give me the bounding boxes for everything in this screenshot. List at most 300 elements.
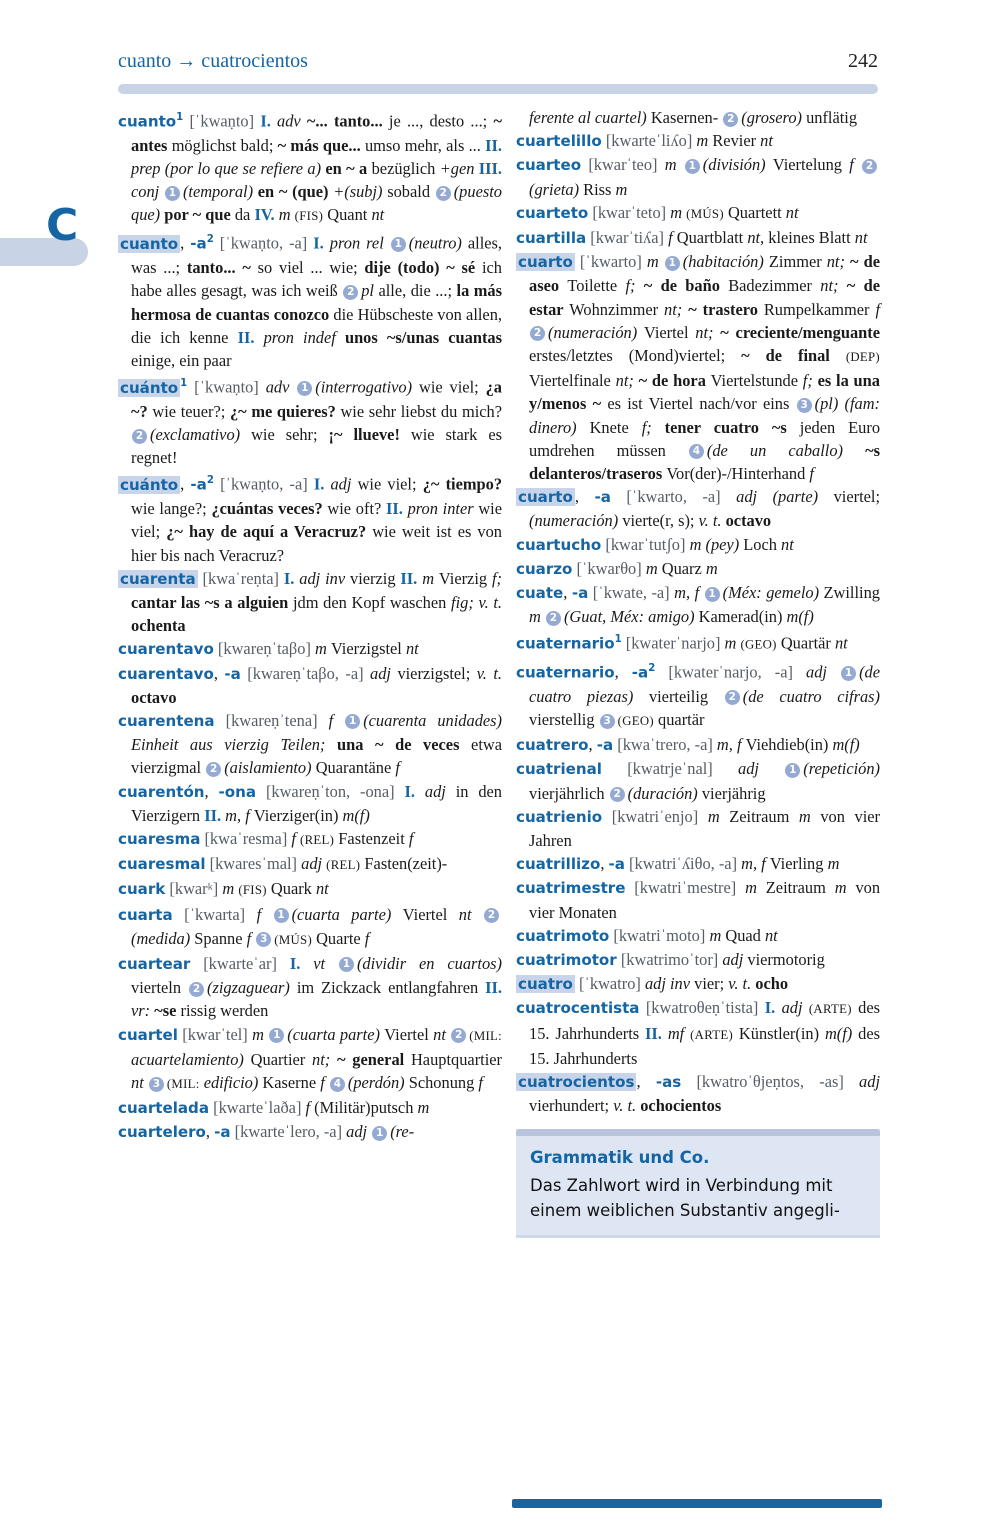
translation-text: des 15. Jahrhunderts: [529, 998, 880, 1043]
translation-text: Riss: [583, 179, 616, 199]
grammar-label: f;: [491, 568, 502, 588]
grammar-label: adj inv: [299, 568, 351, 588]
roman-numeral: IV.: [254, 205, 279, 225]
translation-text: viertel;: [833, 487, 881, 507]
translation-text: die Hübscheste von allen, die ich kenne: [131, 304, 502, 347]
headword: cuatrocentista: [516, 999, 640, 1018]
headword: cuartucho: [516, 535, 602, 554]
roman-numeral: I.: [289, 953, 314, 973]
translation-text: Viertelstunde: [710, 371, 803, 391]
sense-number-badge: 1: [785, 763, 800, 778]
grammar-label: (perdón): [347, 1073, 409, 1092]
grammar-label: (medida): [131, 928, 195, 948]
translation-text: ,: [600, 854, 609, 874]
headword: -ona: [218, 782, 257, 801]
headword: -a: [608, 855, 625, 874]
grammar-label: (cuarta parte): [287, 1024, 385, 1044]
dictionary-entry-cuatrocientos-as: [516, 1070, 880, 1117]
example-phrase: ~se: [154, 1001, 181, 1021]
homograph-number: 1: [180, 378, 188, 390]
phonetic-transcription: [ˈkwaṇto]: [187, 377, 266, 397]
phonetic-transcription: [kwarteˈliʎo]: [601, 131, 697, 151]
headword-highlighted: cuarenta: [120, 569, 196, 588]
phonetic-transcription: [kwatroθeṇˈtista]: [639, 998, 765, 1018]
translation-text: Vor(der)-/Hinterhand: [666, 464, 810, 484]
grammar-label: adj inv: [644, 974, 695, 994]
headword-highlighted: cuatro: [518, 975, 573, 994]
headword: cuark: [118, 880, 166, 899]
grammar-label: m: [278, 205, 295, 225]
headword: cuatrienal: [516, 760, 602, 779]
letter-tab-label: C: [46, 200, 79, 251]
grammar-label: m: [417, 1098, 430, 1118]
phonetic-transcription: [kwarˈtiʎa]: [586, 228, 669, 248]
example-phrase: ~ de baño: [643, 276, 729, 296]
headword-highlighted: cuarto: [518, 488, 573, 507]
translation-text: vierjährlich: [529, 783, 609, 803]
roman-numeral: II.: [485, 135, 502, 155]
grammar-label: nt: [834, 633, 848, 653]
translation-text: Viertelfinale: [529, 371, 616, 391]
phonetic-transcription: [ˈkwaṇto]: [183, 111, 261, 131]
phonetic-transcription: [ˈkwarto, -a]: [610, 487, 737, 507]
headword: cuarteto: [516, 203, 589, 222]
grammar-label: adj: [738, 759, 785, 779]
translation-text: Vierziger(in): [253, 805, 343, 825]
translation-text: vierstellig: [529, 710, 599, 730]
phonetic-transcription: [kwatriˈmestre]: [625, 878, 746, 898]
grammar-label: m: [315, 639, 331, 659]
dictionary-entry-cuarto: [516, 250, 880, 485]
translation-text: Badezimmer: [728, 276, 821, 296]
grammar-label: adj: [301, 854, 327, 874]
column-right-entries: [516, 106, 880, 1117]
field-label: (MÚS): [274, 932, 312, 947]
headword: cuarta: [118, 905, 173, 924]
dictionary-entry-cuartilla: [516, 226, 880, 250]
grammar-label: vr:: [131, 1001, 155, 1021]
sense-number-badge: 1: [269, 1028, 284, 1043]
headword: -as: [655, 1073, 682, 1092]
grammar-label: m: [222, 879, 239, 899]
grammar-label: nt;: [695, 322, 721, 342]
headword: cuaternario: [516, 634, 615, 653]
translation-text: Quark: [266, 879, 316, 899]
example-phrase: ~... tanto...: [306, 111, 389, 131]
translation-text: Viertelung: [772, 155, 850, 175]
translation-text: Kasernen-: [650, 108, 723, 127]
headword: -a: [214, 1123, 231, 1142]
grammar-label: adj: [806, 662, 841, 682]
roman-numeral: I.: [764, 998, 782, 1018]
translation-text: wie sehr;: [251, 425, 329, 445]
translation-text: Zimmer: [768, 252, 827, 272]
example-phrase: es la una y/menos ~: [529, 371, 880, 414]
phonetic-transcription: [kwatroˈθjeṇtos, -as]: [681, 1072, 860, 1092]
translation-text: Quarz: [661, 558, 706, 578]
phonetic-transcription: [kwaˈtrero, -a]: [613, 735, 717, 755]
example-phrase: una ~ de veces: [336, 735, 472, 755]
grammar-label: conj: [131, 182, 164, 202]
example-phrase: ~ general: [337, 1049, 411, 1069]
sense-number-badge: 2: [206, 762, 221, 777]
grammar-label: pron inter: [407, 499, 479, 519]
dictionary-entry-cuatrero-a: [516, 733, 880, 757]
translation-text: Vierzig: [438, 568, 492, 588]
translation-text: sobald: [387, 182, 435, 202]
grammar-label: m(f): [342, 805, 370, 825]
homograph-number: 1: [176, 112, 184, 123]
grammar-label: (numeración): [548, 322, 644, 342]
translation-text: wie sehr liebst du mich?: [340, 401, 503, 421]
dictionary-entry-cuarentavo: [118, 637, 502, 661]
translation-text: ,: [180, 233, 191, 253]
grammar-label: nt: [781, 534, 794, 554]
translation-text: erstes/letztes (Mond)viertel;: [529, 346, 742, 366]
translation-text: alle, die ...;: [378, 281, 457, 301]
phonetic-transcription: [kwarteˈlaða]: [209, 1098, 306, 1118]
phonetic-transcription: [kwarᵏ]: [165, 879, 223, 899]
translation-text: ,: [213, 663, 225, 683]
dictionary-entry-cuarta: [118, 903, 502, 952]
translation-text: des 15. Jahrhunderts: [529, 1023, 881, 1068]
column-left: [118, 106, 502, 1238]
sense-number-badge: 2: [451, 1028, 466, 1043]
dictionary-entry-cuartel: [118, 1023, 502, 1097]
translation-text: wie lange?;: [131, 499, 212, 519]
sense-number-badge: 2: [132, 429, 147, 444]
sense-number-badge: 1: [841, 666, 856, 681]
headword: cuartilla: [516, 229, 587, 248]
dictionary-entry-cuatrillizo-a: [516, 852, 880, 876]
dictionary-entry-cuaresma: [118, 827, 502, 852]
grammar-label: m (pey): [689, 534, 744, 554]
translation-text: ,: [563, 583, 572, 603]
grammar-label: v. t.: [728, 974, 756, 994]
sense-number-badge: 4: [689, 444, 704, 459]
field-label: (MÚS): [686, 206, 724, 221]
headword: cuartelero: [118, 1123, 206, 1142]
sense-number-badge: 1: [345, 714, 360, 729]
grammar-label: (de un caballo): [706, 440, 866, 460]
dictionary-entry-cuartucho: [516, 533, 880, 557]
translation-text: es ist Viertel nach/vor eins: [607, 394, 796, 414]
grammar-label: nt: [854, 228, 868, 248]
grammar-label: adj: [346, 1122, 372, 1142]
translation-text: vier;: [694, 974, 729, 994]
grammar-label: (de cuatro cifras): [742, 686, 880, 706]
dictionary-entry-cuatrienal: [516, 757, 880, 804]
grammar-label: m: [615, 179, 628, 199]
example-phrase: ~ creciente/menguante: [720, 322, 880, 342]
grammar-label: (Guat, Méx: amigo): [563, 607, 699, 627]
translation-text: wie viel;: [418, 377, 486, 397]
grammar-label: v. t.: [698, 511, 726, 531]
roman-numeral: II.: [645, 1023, 668, 1043]
dictionary-entry-cuartear: [118, 952, 502, 1023]
example-phrase: ~ de final: [741, 346, 846, 366]
grammar-label: (dividir en cuartos): [356, 953, 502, 973]
dictionary-entry-cuanto-a-2: [118, 228, 502, 372]
translation-text: vierte(r, s);: [622, 511, 699, 531]
example-phrase: tener cuatro ~s: [664, 417, 800, 437]
field-label: (GEO): [740, 637, 777, 652]
headword: cuarentón: [118, 782, 205, 801]
roman-numeral: II.: [386, 499, 408, 519]
translation-text: viermotorig: [747, 950, 825, 970]
example-phrase: ~ de estar: [529, 276, 880, 319]
grammar-box: [516, 1129, 880, 1238]
grammar-label: pron rel: [329, 233, 390, 253]
example-phrase: por ~ que: [164, 205, 235, 225]
grammar-label: nt,: [747, 228, 769, 248]
translation-text: Quarte: [312, 928, 365, 948]
headword: -a: [596, 736, 614, 755]
grammar-label: (interrogativo): [315, 377, 419, 397]
translation-text: von vier Monaten: [529, 878, 881, 922]
grammar-label: adj: [330, 474, 358, 494]
translation-text: in den Vierzigern: [131, 781, 503, 825]
grammar-label: m, f: [225, 805, 254, 825]
headword-highlighted: cuanto: [120, 234, 179, 253]
grammar-label: m: [724, 633, 741, 653]
grammar-label: f: [328, 710, 345, 730]
example-phrase: ~ trastero: [688, 299, 764, 319]
phonetic-transcription: [kwarˈteto]: [588, 202, 671, 222]
dictionary-entry-cuarto-a: [516, 485, 880, 532]
translation-text: ,: [614, 662, 632, 682]
grammar-label: f: [256, 904, 273, 924]
example-phrase: ~s delanteros/traseros: [529, 440, 881, 484]
translation-text: ich habe alles gesagt, was ich weiß: [131, 258, 502, 301]
grammar-box-content: [516, 1136, 880, 1235]
grammar-label: nt: [433, 1024, 451, 1044]
translation-text: Rumpelkammer: [763, 299, 876, 319]
example-phrase: en ~ (que): [257, 182, 334, 202]
field-label: (ARTE): [808, 1002, 852, 1017]
grammar-label: (re-: [390, 1122, 415, 1142]
dictionary-entry-cuatrienio: [516, 805, 880, 852]
grammar-label: (división): [702, 155, 773, 175]
translation-text: Hauptquartier: [410, 1049, 502, 1069]
translation-text: Viertel: [384, 1024, 434, 1044]
example-phrase: ¿~ me quieres?: [229, 401, 341, 421]
sense-number-badge: 3: [600, 714, 615, 729]
translation-text: (Militär)putsch: [314, 1098, 418, 1118]
headword: cuartel: [118, 1025, 178, 1044]
translation-text: Revier: [712, 131, 761, 151]
grammar-label: f: [395, 758, 400, 778]
headword: cuatrimoto: [516, 926, 610, 945]
grammar-label: m: [646, 252, 664, 272]
grammar-label: nt: [458, 904, 483, 924]
grammar-label: (numeración): [529, 511, 623, 531]
roman-numeral: III.: [478, 158, 503, 178]
sense-number-badge: 1: [297, 381, 312, 396]
grammar-label: vt: [313, 953, 338, 973]
grammar-label: m: [798, 806, 821, 826]
example-phrase: dije (todo) ~ sé: [364, 258, 482, 278]
grammar-label: nt;: [312, 1049, 338, 1069]
phonetic-transcription: [kwatrjeˈnal]: [601, 759, 739, 779]
translation-text: von vier Jahren: [529, 806, 881, 851]
grammar-box-title: Grammatik und Co.: [530, 1148, 710, 1168]
grammar-label: m: [670, 202, 687, 222]
roman-numeral: I.: [260, 111, 278, 131]
translation-text: Quant: [323, 205, 372, 225]
translation-text: möglichst bald;: [171, 135, 278, 155]
translation-text: Quartär: [776, 633, 835, 653]
phonetic-transcription: [ˈkwaṇto, -a]: [213, 233, 314, 253]
translation-text: Zeitraum: [765, 878, 835, 898]
phonetic-transcription: [kwaˈresma]: [200, 828, 292, 848]
example-phrase: cantar las ~s a alguien: [131, 592, 293, 612]
example-phrase: unos ~s/unas cuantas: [344, 327, 503, 347]
translation-text: jdm den Kopf waschen: [292, 592, 452, 612]
grammar-label: (de cuatro piezas): [529, 662, 880, 706]
grammar-label: mf: [667, 1023, 691, 1043]
dictionary-entry-cuanto-int-1: [118, 372, 502, 469]
phonetic-transcription: [kwareṇˈton, -ona]: [256, 781, 405, 801]
phonetic-transcription: [kwarteˈar]: [190, 953, 290, 973]
grammar-label: m: [252, 1024, 269, 1044]
headword: -a: [190, 475, 207, 494]
sense-number-badge: 1: [165, 186, 180, 201]
translation-text: wie viel;: [357, 474, 423, 494]
grammar-label: f: [291, 828, 301, 848]
translation-text: Schonung: [408, 1073, 479, 1092]
dictionary-entry-cuartelada: [118, 1096, 502, 1120]
dictionary-entry-cuarentena: [118, 709, 502, 780]
translation-text: Zeitraum: [729, 806, 799, 826]
translation-text: da: [234, 205, 255, 225]
sense-number-badge: 1: [685, 159, 700, 174]
phonetic-transcription: [kwaˈreṇta]: [197, 568, 284, 588]
grammar-label: edificio): [199, 1073, 263, 1092]
translation-text: einige, ein paar: [131, 350, 232, 370]
grammar-label: f: [875, 299, 880, 319]
phonetic-transcription: [ˈkwaṇto, -a]: [213, 474, 314, 494]
grammar-label: pron indef: [263, 327, 345, 347]
grammar-label: m(f): [832, 735, 860, 755]
grammar-label: v. t.: [476, 663, 503, 683]
translation-text: je ..., desto ...;: [388, 111, 494, 131]
homograph-number: 2: [206, 475, 214, 487]
translation-text: Kamerad(in): [698, 607, 787, 627]
headword-highlighted: cuánto: [120, 475, 179, 494]
grammar-label: adj: [370, 663, 398, 683]
dictionary-entry-cuanto-1: [118, 106, 502, 228]
grammar-label: m: [709, 925, 726, 945]
sense-number-badge: 2: [436, 186, 451, 201]
dictionary-entry-cuarenta: [118, 567, 502, 638]
phonetic-transcription: [kwatrimoˈtor]: [616, 950, 723, 970]
headword: -a: [631, 663, 649, 682]
homograph-number: 2: [648, 663, 656, 675]
example-phrase: octavo: [131, 687, 177, 707]
grammar-label: nt: [760, 131, 773, 151]
dictionary-entry-cuarenton-ona: [118, 780, 502, 827]
translation-text: Quad: [725, 925, 765, 945]
grammar-label: (repetición): [803, 759, 880, 779]
example-phrase: ¿a ~?: [131, 377, 502, 421]
roman-numeral: II.: [400, 568, 423, 588]
sense-number-badge: 2: [725, 690, 740, 705]
translation-text: Spanne: [194, 928, 247, 948]
page-number: 242: [848, 50, 878, 72]
roman-numeral: I.: [313, 233, 330, 253]
example-phrase: ~ de aseo: [529, 252, 880, 296]
example-phrase: ochenta: [131, 616, 186, 636]
grammar-label: (neutro): [408, 233, 468, 253]
grammar-label: (puesto que): [131, 182, 502, 225]
grammar-label: (grosero): [741, 108, 807, 127]
roman-numeral: II.: [204, 805, 226, 825]
dictionary-entry-cuarentavo-a: [118, 662, 502, 709]
phonetic-transcription: [ˈkwatro]: [574, 974, 645, 994]
headword: cuaresma: [118, 829, 201, 848]
grammar-label: acuartelamiento): [131, 1049, 251, 1069]
example-phrase: ~ antes: [131, 111, 502, 155]
translation-text: Künstler(in): [733, 1023, 825, 1043]
phonetic-transcription: [kwatriˈmoto]: [609, 925, 710, 945]
translation-text: Knete: [589, 417, 642, 437]
grammar-label: nt: [315, 879, 329, 899]
grammar-label: adj: [859, 1072, 880, 1092]
dictionary-entry-cuartelero-a: [118, 1120, 502, 1144]
example-phrase: ochocientos: [640, 1096, 722, 1116]
example-phrase: ocho: [755, 974, 789, 994]
grammar-label: +gen: [439, 158, 479, 178]
grammar-label: f;: [802, 371, 818, 391]
dictionary-entry-cuartelillo: [516, 129, 880, 153]
grammar-label: f: [668, 228, 677, 248]
grammar-label: f;: [641, 417, 665, 437]
dictionary-entry-cuark: [118, 877, 502, 902]
grammar-label: m: [664, 155, 684, 175]
field-label: (FIS): [238, 883, 267, 898]
column-right: [516, 106, 880, 1238]
translation-text: vierjährig: [701, 783, 766, 803]
example-phrase: ¡~ llueve!: [328, 425, 411, 445]
dictionary-entry-cuarteto: [516, 201, 880, 226]
translation-text: Kaserne: [262, 1073, 321, 1092]
translation-text: ,: [205, 1122, 215, 1142]
phonetic-transcription: [kwarˈtutʃo]: [601, 534, 690, 554]
grammar-label: +(subj): [333, 182, 388, 202]
grammar-label: f: [320, 1073, 329, 1092]
headword-highlighted: cuatrocientos: [518, 1073, 635, 1092]
grammar-label: m: [645, 558, 662, 578]
headword-range: cuanto → cuatrocientos: [118, 50, 308, 72]
grammar-label: (temporal): [182, 182, 258, 202]
field-label: (DEP): [845, 350, 880, 365]
grammar-label: adj: [722, 950, 748, 970]
example-phrase: ¿~ hay de aquí a Veracruz?: [166, 522, 373, 542]
sense-number-badge: 2: [343, 285, 358, 300]
translation-text: Vierling: [769, 854, 828, 874]
dictionary-entry-cuanto-int-a-2: [118, 469, 502, 566]
roman-numeral: II.: [237, 327, 264, 347]
headword: cuaternario: [516, 663, 615, 682]
grammar-label: m: [827, 854, 840, 874]
example-phrase: en ~ a: [325, 158, 372, 178]
grammar-label: (exclamativo): [150, 425, 252, 445]
sense-number-badge: 1: [665, 256, 680, 271]
translation-text: wie stark es regnet!: [131, 425, 502, 468]
translation-text: vierteilig: [648, 686, 724, 706]
grammar-label: m: [707, 806, 730, 826]
